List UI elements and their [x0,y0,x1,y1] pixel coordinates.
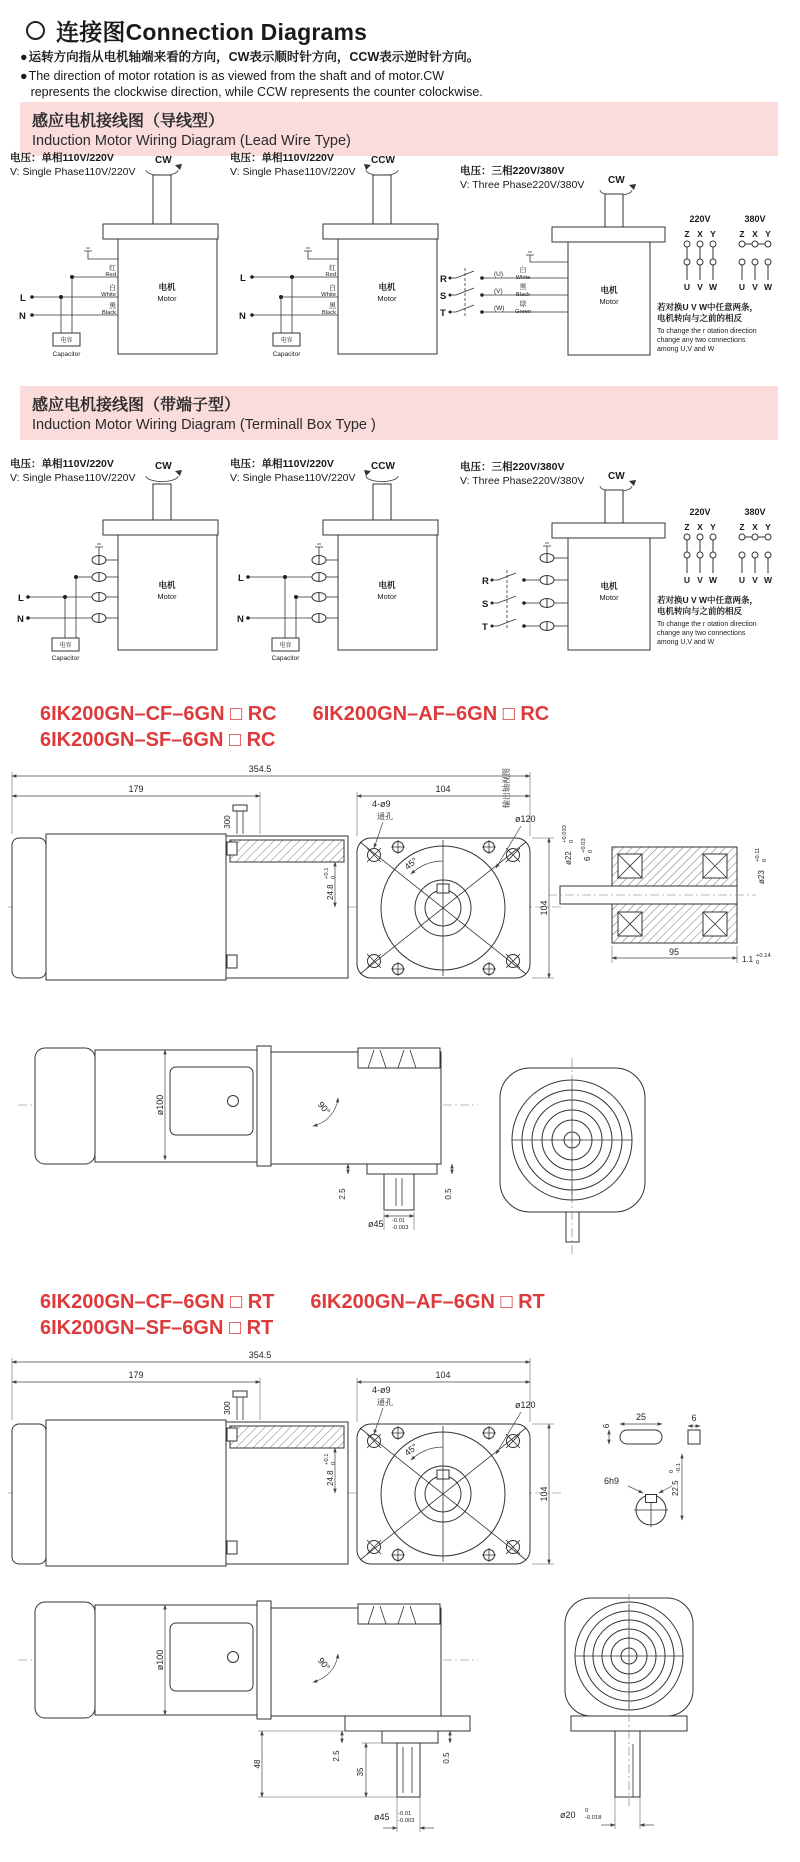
motor-label-cn: 电机 [158,580,176,590]
note-en-3: among U,V and W [657,639,715,646]
letter-w: W [708,575,718,585]
letter-y: Y [765,229,771,239]
dim-output-diameter: ø45 [374,1812,390,1822]
model-rc-cf: 6IK200GN–CF–6GN □ RC [40,703,277,725]
note-cn-2: 电机转向与之前的相反 [657,606,743,616]
motor-label-cn: 电机 [158,282,176,292]
dim-keyway-height-tol-l: 0 [331,875,337,879]
dim-boss: 2.5 [332,1750,341,1762]
letter-y: Y [765,522,771,532]
cw-rotation-symbol [600,175,636,196]
dim-through-hole-label: 通孔 [377,812,393,821]
dim-35: 35 [356,1767,365,1777]
dim-snap-ring: 1.1 [742,955,754,964]
dim-face-height: 104 [539,1486,549,1502]
terminal-T: T [482,622,488,633]
letter-u: U [738,282,746,292]
lead-label-black-cn: 黑 [329,303,336,310]
terminal-R: R [440,274,447,285]
dim-keyway-height-tol-u: +0.1 [324,867,330,879]
voltage-label-cn: 电压：单相110V/220V [230,152,334,164]
dim-keyway-height-tol-l: 0 [331,1461,337,1465]
motor-label-en: Motor [157,592,177,601]
voltage-label-en: V: Single Phase110V/220V [10,472,136,484]
fan-cover-view [560,1594,693,1829]
section-circle-icon [26,21,45,40]
terminal-L: L [18,593,24,604]
note-en-line2: represents the clockwise direction, while CCW represents the counter colockwise. [30,85,483,99]
letter-v: V [697,575,703,585]
letter-y: Y [710,522,716,532]
voltage-connection-notes [613,210,798,360]
capacitor [272,638,301,662]
letter-z: Z [684,229,690,239]
dim-body-diameter: ø100 [155,1094,165,1116]
dim-mounting-holes: 4-ø9 [372,1385,391,1395]
model-rc-sf: 6IK200GN–SF–6GN □ RC [40,729,276,751]
shaft-dimensions [253,1731,451,1832]
gearmotor-side-view-2 [35,1046,441,1210]
dimension-drawing-rt-bottom-fan [8,1594,798,1862]
bullet-icon: ● [20,50,28,64]
label-380v: 380V [744,214,766,224]
banner-terminal-en: Induction Motor Wiring Diagram (Terminall Box Type ) [32,417,376,433]
motor-label-cn: 电机 [378,580,396,590]
letter-z: Z [739,522,745,532]
motor-label-en: Motor [377,294,397,303]
dim-45deg: 45° [402,855,420,872]
gearmotor-side-view [12,1391,348,1566]
lead-label-red-en: Red [105,272,116,278]
dim-output-diameter: ø45 [368,1219,384,1229]
cw-label: CW [608,471,625,482]
cw-label: CW [155,155,172,166]
model-title-rc [40,701,549,753]
wires [450,252,568,316]
dimension-drawing-rt-side-front [8,1336,798,1598]
terminal-N: N [239,311,246,322]
dim-mounting-holes: 4-ø9 [372,799,391,809]
note-en-1: To change the r otation direction [657,328,757,335]
wiring-diagram-single-phase-ccw-terminal [228,440,443,668]
ccw-rotation-symbol [364,461,398,482]
label-380v: 380V [744,507,766,517]
terminal-T: T [440,308,446,319]
dim-total-length: 354.5 [248,764,272,774]
letter-u: U [683,575,691,585]
voltage-label-cn: 电压：单相110V/220V [230,458,334,470]
banner-lead-en: Induction Motor Wiring Diagram (Lead Wire Type) [32,133,351,149]
letter-x: X [697,229,703,239]
junction-dots [30,275,74,317]
letter-x: X [752,229,758,239]
dim-face-height: 104 [539,900,549,916]
ccw-rotation-symbol [364,155,398,176]
letter-v: V [697,282,703,292]
banner-lead-wire-type [20,102,778,156]
dim-flange-diameter: ø120 [515,1400,536,1410]
letter-w: W [763,575,773,585]
lead-label-black-en: Black [515,292,531,298]
banner-terminal-cn: 感应电机接线图（带端子型） [32,397,241,414]
dim-key-length: 25 [635,1412,647,1422]
lead-label-white-cn: 白 [329,285,336,292]
dim-hub-tol-u: +0.11 [755,847,761,862]
model-rt-af: 6IK200GN–AF–6GN □ RT [310,1291,545,1313]
junction-dots [246,575,298,620]
terminal-W: (W) [494,305,505,312]
motor-label-en: Motor [157,294,177,303]
voltage-label-cn: 电压：三相220V/380V [460,461,565,473]
capacitor [52,638,81,662]
wires [28,544,118,638]
dim-gearbox-length: 104 [435,784,451,794]
capacitor-label-en: Capacitor [52,351,81,358]
lead-label-black-en: Black [101,310,116,316]
motor-outline [103,484,218,650]
page-header [26,14,367,47]
lead-label-red-cn: 红 [109,265,116,272]
dim-across-tol-l: -0.1 [676,1463,682,1473]
capacitor-label-cn: 电容 [279,643,292,649]
lead-label-white-en: White [321,292,336,298]
motor-outline [103,175,218,354]
letter-w: W [763,282,773,292]
terminal-L: L [238,573,244,584]
cw-label: CW [608,175,625,186]
letter-v: V [752,575,758,585]
lead-label-black-cn: 黑 [519,284,527,291]
capacitor-label-cn: 电容 [59,643,72,649]
dim-bore-diameter: ø22 [564,851,573,865]
dim-motor-length: 179 [128,1370,144,1380]
voltage-label-en: V: Single Phase110V/220V [230,472,356,484]
gearmotor-side-view [12,805,348,980]
letter-x: X [752,522,758,532]
dim-snap-tol-l: 0 [756,960,760,966]
terminal-U: (U) [494,271,504,278]
dim-flange-diameter: ø120 [515,814,536,824]
dim-gearbox-length: 104 [435,1370,451,1380]
capacitor [273,333,302,358]
terminal-posts [92,556,106,623]
voltage-connection-notes [613,503,798,653]
capacitor-label-cn: 电容 [60,338,73,344]
letter-z: Z [739,229,745,239]
capacitor-label-en: Capacitor [51,655,80,662]
banner-lead-cn: 感应电机接线图（导线型） [32,113,225,130]
dim-bore-keyway-tol-u: +0.03 [581,838,587,853]
dim-90deg: 90° [315,1099,333,1117]
dim-hub-tol-l: 0 [762,858,768,862]
note-en-3: among U,V and W [657,346,715,353]
terminal-V: (V) [494,288,503,295]
capacitor-label-en: Capacitor [271,655,300,662]
voltage-label-cn: 电压：单相110V/220V [10,458,114,470]
note-en-2: change any two connections [657,630,746,637]
wires [248,544,338,638]
dim-pad: 0.5 [442,1752,451,1764]
dim-across-tol-u: 0 [669,1469,675,1473]
voltage-label-cn: 电压：单相110V/220V [10,152,114,164]
dimension-drawing-rc-bottom-fan [8,1046,798,1286]
junction-dots [26,575,78,620]
dim-48: 48 [253,1759,262,1769]
direction-note-en [20,68,483,100]
model-rt-sf: 6IK200GN–SF–6GN □ RT [40,1317,274,1339]
note-cn-1: 若对换U V W中任意两条， [657,302,759,312]
dim-boss: 2.5 [338,1188,347,1200]
wires [32,248,118,333]
gearbox-face-view [357,1424,530,1564]
capacitor [53,333,82,358]
dim-through-hole-label: 通孔 [377,1398,393,1407]
motor-label-cn: 电机 [378,282,396,292]
page-title: 连接图Connection Diagrams [56,19,368,45]
label-220v: 220V [689,214,711,224]
terminal-posts [540,554,554,631]
letter-x: X [697,522,703,532]
wiring-diagram-single-phase-cw-lead [8,150,223,362]
motor-label-cn: 电机 [600,285,618,295]
motor-label-cn: 电机 [600,581,618,591]
wiring-diagram-single-phase-ccw-lead [228,150,443,362]
terminal-connection-380v [739,534,771,573]
note-cn-text: 运转方向指从电机轴端来看的方向，CW表示顺时针方向，CCW表示逆时针方向。 [28,50,480,64]
dim-snap-tol-u: +0.14 [756,953,771,959]
direction-note-cn [20,49,479,65]
key-detail-views [602,1412,700,1527]
letter-w: W [708,282,718,292]
dim-hub-length: 95 [668,947,680,957]
dim-bore-keyway-width: 6 [583,856,592,861]
fan-cover-view [500,1058,645,1256]
dim-keyway-height: 24.8 [326,1470,335,1486]
lead-label-white-cn: 白 [519,267,527,274]
voltage-label-cn: 电压：三相220V/380V [460,165,565,177]
letter-u: U [683,282,691,292]
dim-lead-length: 300 [223,1401,232,1415]
terminal-S: S [440,291,447,302]
dim-key-width: 6 [691,1413,697,1423]
output-shaft-view-label: 输出轴视图 [502,768,511,808]
model-title-rt [40,1289,545,1341]
dim-output-tol-l: -0.003 [398,1818,415,1824]
terminal-posts [312,556,326,623]
label-220v: 220V [689,507,711,517]
terminal-connection-220v [684,534,716,573]
dim-keyway-width: 6h9 [604,1476,620,1486]
dim-bore-keyway-tol-l: 0 [588,849,594,853]
dim-output-tol-u: -0.01 [392,1218,406,1224]
dim-hub-diameter: ø23 [757,870,766,884]
note-en-2: change any two connections [657,337,746,344]
banner-terminal-box-type [20,386,778,440]
ccw-label: CCW [371,461,395,472]
motor-label-en: Motor [599,297,619,306]
bullet-icon: ● [20,69,28,83]
voltage-label-en: V: Three Phase220V/380V [460,475,585,487]
cw-label: CW [155,461,172,472]
terminal-S: S [482,599,489,610]
note-cn-1: 若对换U V W中任意两条， [657,595,759,605]
note-en-1: To change the r otation direction [657,621,757,628]
motor-label-en: Motor [377,592,397,601]
dim-total-length: 354.5 [248,1350,272,1360]
dim-output-tol-u: -0.01 [398,1811,412,1817]
lead-label-red-en: Red [325,272,336,278]
capacitor-label-cn: 电容 [280,338,293,344]
dim-bore-tol-u: +0.033 [562,825,568,843]
note-en-line1: The direction of motor rotation is as viewed from the shaft and of motor.CW [28,69,445,83]
output-shaft-section-view [501,768,771,966]
gearbox-face-view [357,838,530,978]
wires [252,248,338,333]
lead-label-white-cn: 白 [109,285,116,292]
voltage-label-en: V: Single Phase110V/220V [230,166,356,178]
model-rc-af: 6IK200GN–AF–6GN □ RC [312,703,550,725]
letter-z: Z [684,522,690,532]
cw-rotation-symbol [146,461,182,482]
dim-lead-length: 300 [223,815,232,829]
junction-dots [250,275,294,317]
dimension-drawing-rc-side-front [8,750,798,1048]
model-rt-cf: 6IK200GN–CF–6GN □ RT [40,1291,275,1313]
lead-label-green-cn: 绿 [519,301,527,308]
motor-outline [323,484,438,650]
dim-45deg: 45° [402,1441,420,1458]
letter-y: Y [710,229,716,239]
dim-fan-shaft-tol-u: 0 [585,1808,589,1814]
dim-body-diameter: ø100 [155,1649,165,1671]
terminal-L: L [20,293,26,304]
lead-label-white-en: White [101,292,116,298]
terminal-R: R [482,576,489,587]
voltage-label-en: V: Three Phase220V/380V [460,179,585,191]
dim-bore-tol-l: 0 [569,839,575,843]
note-cn-2: 电机转向与之前的相反 [657,313,743,323]
ccw-label: CCW [371,155,395,166]
terminal-connection-380v [739,241,771,280]
terminal-L: L [240,273,246,284]
motor-label-en: Motor [599,593,619,602]
lead-label-red-cn: 红 [329,265,336,272]
terminal-N: N [237,614,244,625]
terminal-N: N [19,311,26,322]
lead-label-black-cn: 黑 [109,303,116,310]
terminal-connection-220v [684,241,716,280]
capacitor-label-en: Capacitor [272,351,301,358]
wires [492,543,568,630]
dim-keyway-height-tol-u: +0.1 [324,1453,330,1465]
lead-label-white-en: White [515,275,531,281]
terminal-N: N [17,614,24,625]
motor-outline [323,175,438,354]
cw-rotation-symbol [600,471,636,492]
wiring-diagram-single-phase-cw-terminal [8,440,223,668]
dim-90deg: 90° [315,1655,333,1673]
dim-output-tol-l: -0.003 [392,1225,409,1231]
letter-v: V [752,282,758,292]
dim-across-flat: 22.5 [671,1480,680,1496]
voltage-label-en: V: Single Phase110V/220V [10,166,136,178]
lead-label-green-en: Green [514,309,532,315]
dim-fan-shaft-diameter: ø20 [560,1810,576,1820]
dim-keyway-height: 24.8 [326,884,335,900]
letter-u: U [738,575,746,585]
dim-key-height: 6 [602,1423,611,1429]
lead-label-black-en: Black [321,310,336,316]
dim-motor-length: 179 [128,784,144,794]
cw-rotation-symbol [146,155,182,176]
dim-pad: 0.5 [444,1188,453,1200]
dim-fan-shaft-tol-l: -0.018 [585,1815,602,1821]
